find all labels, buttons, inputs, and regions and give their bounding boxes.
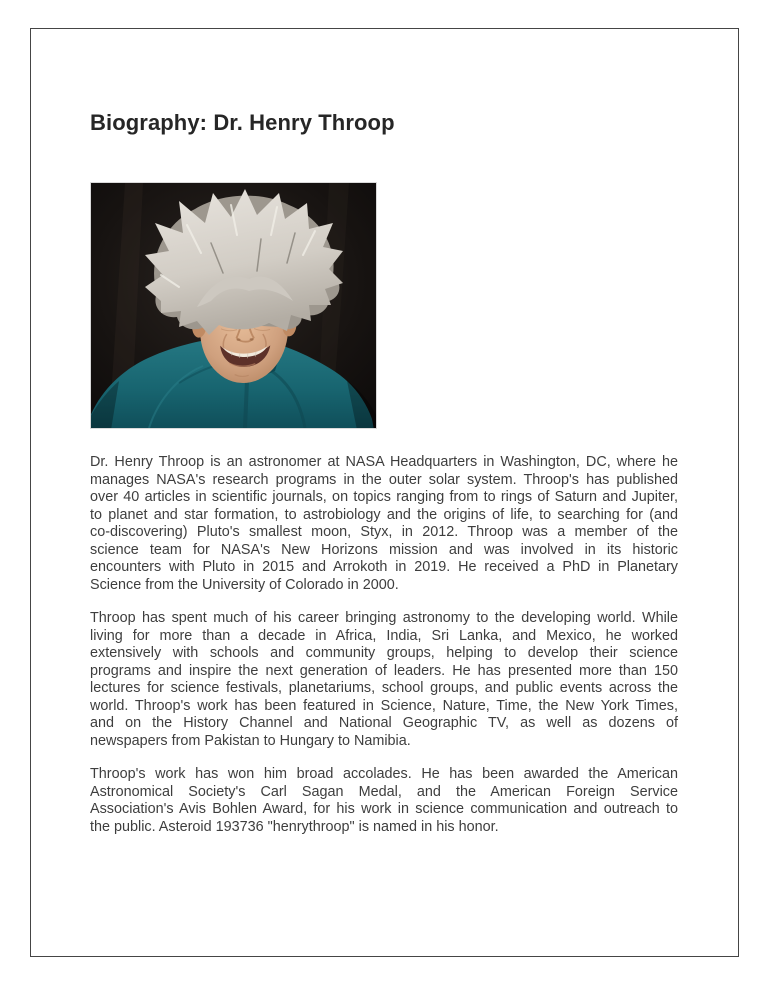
portrait-illustration (91, 183, 376, 428)
text-line: Association's Avis Bohlen Award, for his work in science communication and outreach to (90, 801, 678, 817)
text-line: manages NASA's research programs in the outer solar system. Throop's has published (90, 471, 678, 488)
text-line: the public. Asteroid 193736 "henrythroop" is named in his honor. (90, 818, 499, 835)
text-line: lectures for science festivals, planetariums, school groups, and public events across the (90, 680, 678, 696)
text-line: extensively with schools and community groups, helping to develop their science (90, 645, 678, 661)
page-title: Biography: Dr. Henry Throop (90, 110, 395, 135)
biography-paragraph-1 (90, 454, 678, 594)
portrait-photo (90, 182, 377, 429)
text-line: programs and inspire the next generation of leaders. He has presented more than 150 (90, 662, 678, 679)
text-line: world. Throop's work has been featured in Science, Nature, Time, the New York Times, (90, 697, 678, 714)
text-line: Astronomical Society's Carl Sagan Medal, and the American Foreign Service (90, 783, 678, 800)
text-line: Dr. Henry Throop is an astronomer at NASA Headquarters in Washington, DC, where he (90, 454, 678, 470)
biography-text (90, 454, 678, 836)
biography-paragraph-3 (90, 766, 678, 836)
text-line: newspapers from Pakistan to Hungary to Namibia. (90, 732, 411, 749)
biography-paragraph-2 (90, 610, 678, 750)
text-line: Throop has spent much of his career bringing astronomy to the developing world. While (90, 610, 678, 626)
text-line: over 40 articles in scientific journals, on topics ranging from to rings of Saturn and Jupiter, (90, 489, 678, 505)
text-line: Throop's work has won him broad accolades. He has been awarded the American (90, 766, 678, 782)
text-line: co-discovering) Pluto's smallest moon, Styx, in 2012. Throop was a member of the (90, 524, 678, 540)
text-line: living for more than a decade in Africa, India, Sri Lanka, and Mexico, he worked (90, 627, 678, 644)
text-line: Science from the University of Colorado in 2000. (90, 576, 399, 593)
text-line: and on the History Channel and National Geographic TV, as well as dozens of (90, 715, 678, 731)
text-line: to planet and star formation, to astrobiology and the origins of life, to searching for (and (90, 506, 678, 523)
text-line: science team for NASA's New Horizons mission and was involved in its historic (90, 541, 678, 558)
text-line: encounters with Pluto in 2015 and Arrokoth in 2019. He received a PhD in Planetary (90, 559, 678, 575)
